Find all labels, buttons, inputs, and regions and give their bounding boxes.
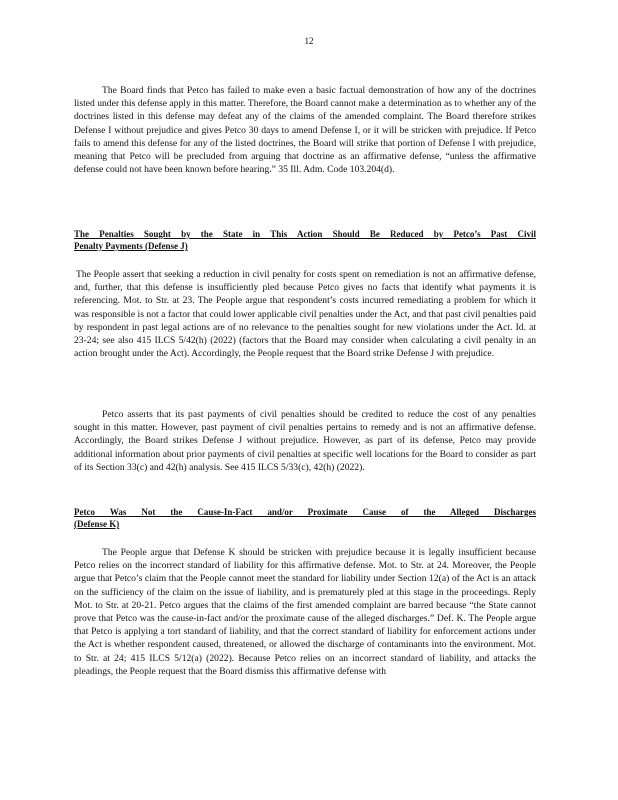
page-number: 12 [304,36,314,46]
heading-line: Petco Was Not the Cause-In-Fact and/or Proximate Cause of the Alleged Discharges [74,507,536,517]
paragraph-defense-j-ruling: Petco asserts that its past payments of civil penalties should be credited to reduce the cost of any penalties sought in this matter. However, past payment of civil penalties pertains to remedy and is not an affirmative defense. Accordingly, the Board strikes Defense J without prejudice. However, as part of its defense, Petco may provide additional information about prior payments of civil penalties at specific well locations for the Board to consider as part of its Section 33(c) and 42(h) analysis. See 415 ILCS 5/33(c), 42(h) (2022). [74,409,536,473]
paragraph-defense-i-ruling: The Board finds that Petco has failed to make even a basic factual demonstration of how any of the doctrines listed under this defense apply in this matter. Therefore, the Board cannot make a determination as to whether any of the doctrines listed in this defense may defeat any of the claims of the amended complaint. The Board therefore strikes Defense I without prejudice and gives Petco 30 days to amend Defense I, or it will be stricken with prejudice. If Petco fails to amend this defense for any of the listed doctrines, the Board will strike that portion of Defense I with prejudice, meaning that Petco will be precluded from arguing that doctrine as an affirmative defense, “unless the affirmative defense could not have been known before hearing.” 35 Ill. Adm. Code 103.204(d). [74,85,536,176]
section-heading-defense-k [74,506,536,530]
paragraph-people-defense-j: The People assert that seeking a reduction in civil penalty for costs spent on remediation is not an affirmative defense, and, further, that this defense is insufficiently pled because Petco gives no facts that identify what payments it is referencing. Mot. to Str. at 23. The People argue that respondent’s costs incurred remediating a problem for which it was responsible is not a factor that could lower applicable civil penalties under the Act, and that past civil penalties paid by respondent in past legal actions are of no relevance to the penalties sought for new violations under the Act. Id. at 23-24; see also 415 ILCS 5/42(h) (2022) (factors that the Board may consider when calculating a civil penalty in an action brought under the Act). Accordingly, the People request that the Board strike Defense J with prejudice. [74,269,536,360]
heading-line: Penalty Payments (Defense J) [74,241,188,251]
section-heading-defense-j [74,228,536,252]
heading-line: (Defense K) [74,519,120,529]
heading-line: The Penalties Sought by the State in This Action Should Be Reduced by Petco’s Past Civil [74,229,536,239]
paragraph-defense-k: The People argue that Defense K should be stricken with prejudice because it is legally insufficient because Petco relies on the incorrect standard of liability for this affirmative defense. Mot. to Str. at 24. Moreover, the People argue that Petco’s claim that the People cannot meet the standard for liability under Section 12(a) of the Act is an attack on the sufficiency of the claim on the issue of liability, and is prematurely pled at this stage in the proceedings. Reply Mot. to Str. at 20-21. Petco argues that the claims of the first amended complaint are barred because “the State cannot prove that Petco was the cause-in-fact and/or the proximate cause of the alleged discharges.” Def. K. The People argue that Petco is applying a tort standard of liability, and that the correct standard of liability for enforcement actions under the Act is whether respondent caused, threatened, or allowed the discharge of contaminants into the environment. Mot. to Str. at 24; 415 ILCS 5/12(a) (2022). Because Petco relies on an incorrect standard of liability, and attacks the pleadings, the People request that the Board dismiss this affirmative defense with [74,547,536,677]
